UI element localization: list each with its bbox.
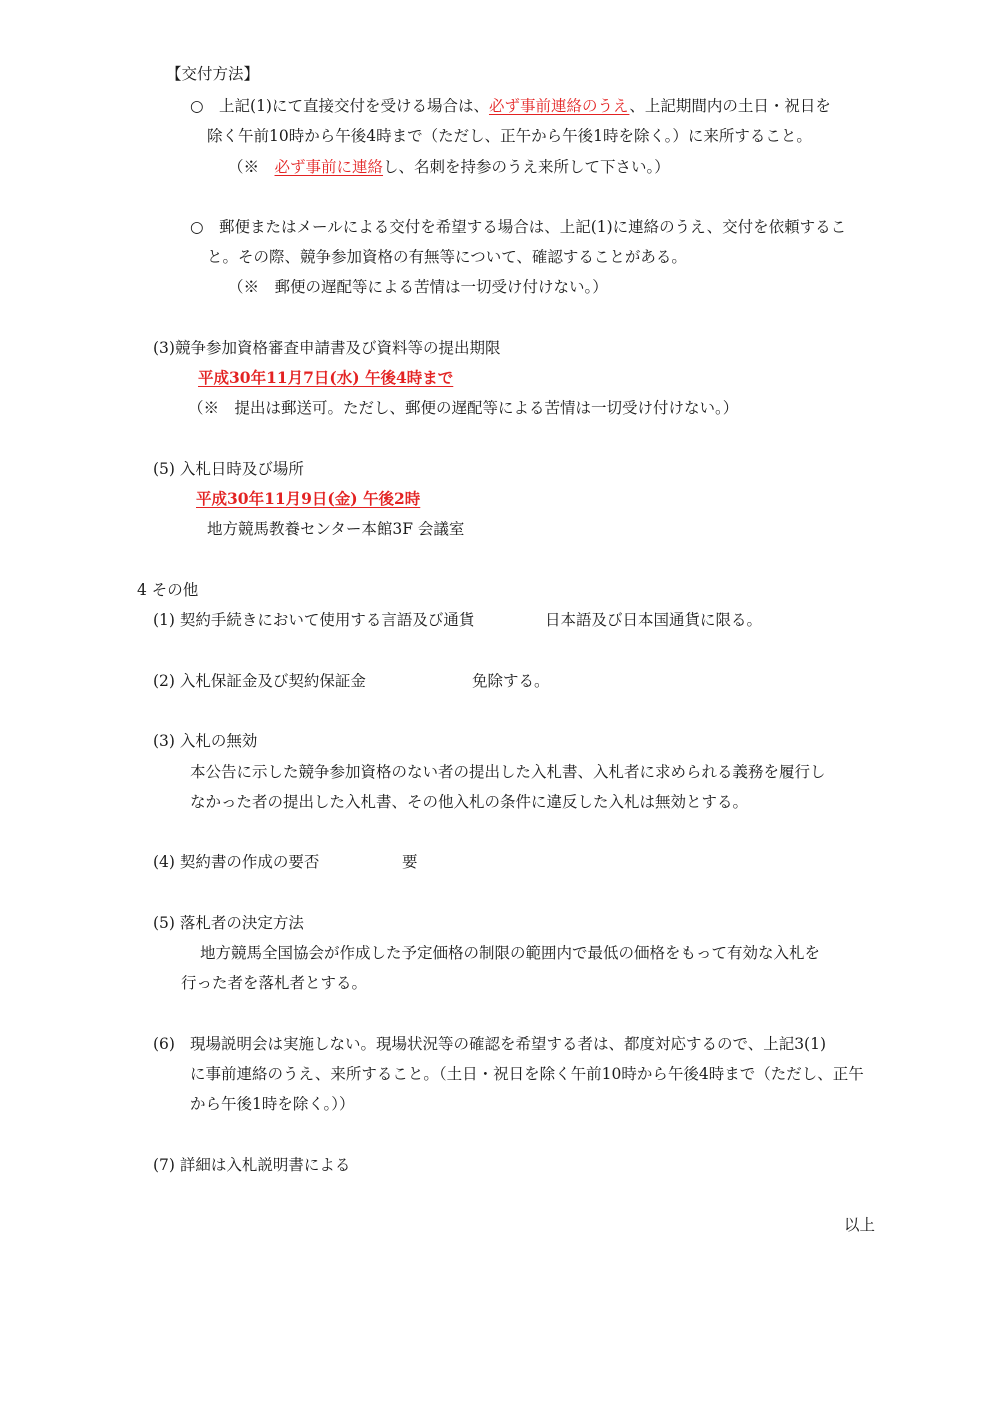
site-briefing-text1: 現場説明会は実施しない。現場状況等の確認を希望する者は、都度対応するので、上記3(1) [190, 1035, 827, 1053]
submission-deadline-note: （※ 提出は郵送可。ただし、郵便の遅配等による苦情は一切受け付けない。） [188, 399, 739, 417]
direct-pickup-line1: ○ 上記(1)にて直接交付を受ける場合は、必ず事前連絡のうえ、上記期間内の土日・祝日を [190, 97, 831, 115]
site-briefing-text3: から午後1時を除く。）） [190, 1095, 355, 1113]
site-briefing-text2: に事前連絡のうえ、来所すること。（土日・祝日を除く午前10時から午後4時まで（ただし、正午 [190, 1065, 864, 1083]
submission-deadline-title: (3)競争参加資格審査申請書及び資料等の提出期限 [153, 339, 501, 357]
prior-contact-note-emphasis: 必ず事前に連絡 [274, 158, 384, 176]
bid-place: 地方競馬教養センター本館3F 会議室 [207, 520, 465, 538]
bid-datetime-title: (5) 入札日時及び場所 [153, 460, 304, 478]
language-currency-value: 日本語及び日本国通貨に限る。 [545, 611, 763, 629]
deposit-label: (2) 入札保証金及び契約保証金 [153, 672, 366, 690]
contract-doc-value: 要 [402, 853, 418, 871]
award-method-text2: 行った者を落札者とする。 [181, 974, 368, 992]
closing-mark: 以上 [844, 1216, 876, 1234]
mail-delivery-note: （※ 郵便の遅配等による苦情は一切受け付けない。） [228, 278, 608, 296]
deposit-value: 免除する。 [472, 672, 550, 690]
details-reference: (7) 詳細は入札説明書による [153, 1156, 351, 1174]
mail-delivery-line1: ○ 郵便またはメールによる交付を希望する場合は、上記(1)に連絡のうえ、交付を依頼するこ [190, 218, 847, 236]
award-method-label: (5) 落札者の決定方法 [153, 914, 304, 932]
submission-deadline-date: 平成30年11月7日(水) 午後4時まで [198, 368, 454, 387]
bid-datetime: 平成30年11月9日(金) 午後2時 [196, 489, 421, 508]
other-section-heading: 4 その他 [137, 581, 199, 599]
invalid-bid-text2: なかった者の提出した入札書、その他入札の条件に違反した入札は無効とする。 [190, 793, 749, 811]
mail-delivery-line2: と。その際、競争参加資格の有無等について、確認することがある。 [207, 248, 687, 266]
language-currency-label: (1) 契約手続きにおいて使用する言語及び通貨 [153, 611, 475, 629]
site-briefing-number: (6) [153, 1035, 175, 1053]
invalid-bid-text1: 本公告に示した競争参加資格のない者の提出した入札書、入札者に求められる義務を履行し [190, 763, 826, 781]
direct-pickup-note: （※ 必ず事前に連絡し、名刺を持参のうえ来所して下さい。） [228, 158, 670, 176]
award-method-text1: 地方競馬全国協会が作成した予定価格の制限の範囲内で最低の価格をもって有効な入札を [200, 944, 821, 962]
contract-doc-label: (4) 契約書の作成の要否 [153, 853, 320, 871]
prior-contact-emphasis: 必ず事前連絡のうえ [488, 97, 630, 115]
delivery-method-heading: 【交付方法】 [166, 65, 260, 83]
invalid-bid-label: (3) 入札の無効 [153, 732, 258, 750]
direct-pickup-line2: 除く午前10時から午後4時まで（ただし、正午から午後1時を除く。）に来所すること。 [207, 127, 812, 145]
